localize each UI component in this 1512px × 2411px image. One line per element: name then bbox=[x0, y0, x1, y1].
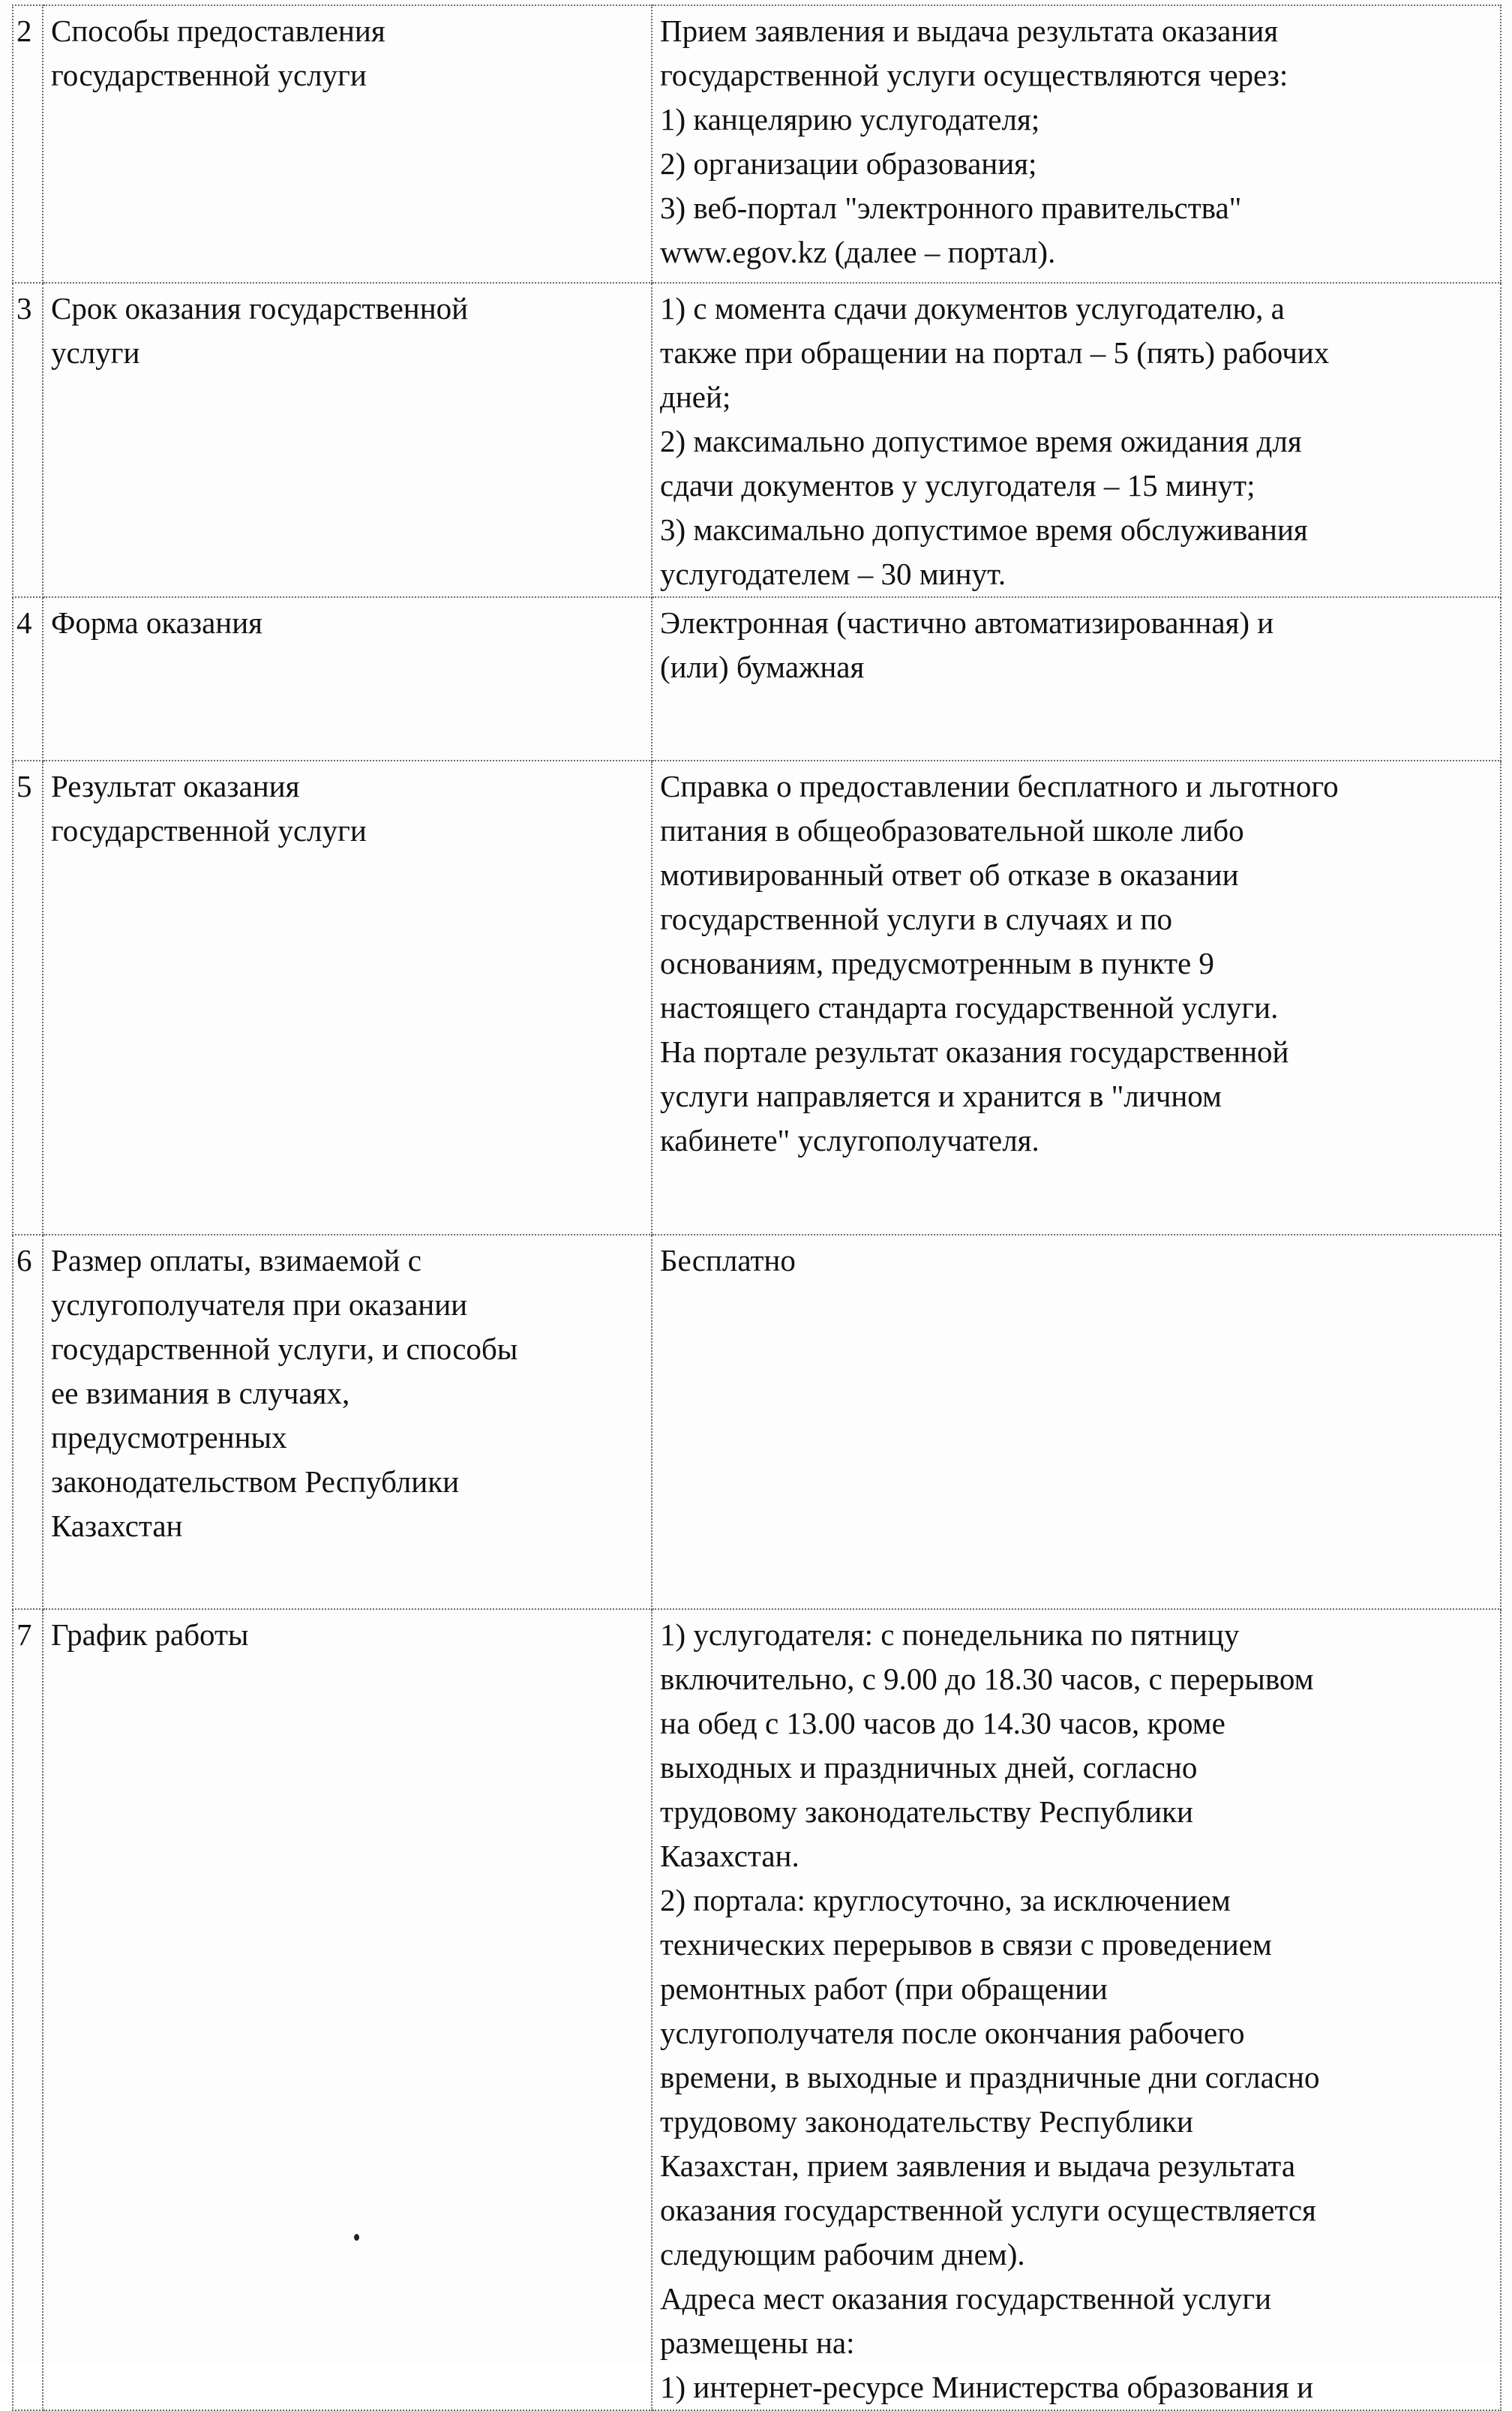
value-line: www.egov.kz (далее – портал). bbox=[660, 235, 1056, 269]
label-line: Форма оказания bbox=[51, 605, 263, 640]
value-line: сдачи документов у услугодателя – 15 минут; bbox=[660, 468, 1256, 503]
value-line: трудовому законодательству Республики bbox=[660, 1794, 1193, 1829]
row-value bbox=[652, 5, 1501, 283]
label-line: График работы bbox=[51, 1617, 249, 1652]
label-line: Казахстан bbox=[51, 1509, 183, 1543]
row-label bbox=[43, 5, 652, 283]
value-line: 3) веб-портал "электронного правительства" bbox=[660, 191, 1242, 225]
row-number: 2 bbox=[13, 5, 43, 283]
label-line: Размер оплаты, взимаемой с bbox=[51, 1243, 422, 1278]
row-number: 5 bbox=[13, 761, 43, 1235]
value-line: следующим рабочим днем). bbox=[660, 2237, 1025, 2271]
value-line: услуги направляется и хранится в "личном bbox=[660, 1079, 1222, 1113]
value-line: выходных и праздничных дней, согласно bbox=[660, 1750, 1198, 1785]
value-line: Электронная (частично автоматизированная) и bbox=[660, 605, 1274, 640]
label-line: услуги bbox=[51, 335, 140, 370]
row-label bbox=[43, 1609, 652, 2410]
value-line: Казахстан. bbox=[660, 1839, 800, 1873]
value-line: кабинете" услугополучателя. bbox=[660, 1123, 1040, 1157]
value-line: оказания государственной услуги осуществляется bbox=[660, 2193, 1316, 2227]
row-label bbox=[43, 761, 652, 1235]
value-line: государственной услуги в случаях и по bbox=[660, 902, 1172, 936]
label-line: государственной услуги bbox=[51, 58, 367, 92]
value-line: Адреса мест оказания государственной услуги bbox=[660, 2281, 1272, 2316]
row-value bbox=[652, 1609, 1501, 2410]
value-line: Бесплатно bbox=[660, 1243, 796, 1278]
row-number: 3 bbox=[13, 283, 43, 597]
label-line: государственной услуги bbox=[51, 813, 367, 848]
row-value bbox=[652, 597, 1501, 761]
value-line: 2) максимально допустимое время ожидания для bbox=[660, 424, 1302, 458]
value-line: времени, в выходные и праздничные дни согласно bbox=[660, 2060, 1320, 2094]
label-line: услугополучателя при оказании bbox=[51, 1287, 468, 1322]
row-value bbox=[652, 761, 1501, 1235]
row-number: 7 bbox=[13, 1609, 43, 2410]
label-line: государственной услуги, и способы bbox=[51, 1332, 518, 1366]
value-line: 1) интернет-ресурсе Министерства образования и bbox=[660, 2370, 1314, 2404]
row-value bbox=[652, 283, 1501, 597]
value-line: Справка о предоставлении бесплатного и льготного bbox=[660, 769, 1339, 803]
value-line: (или) бумажная bbox=[660, 650, 865, 684]
value-line: мотивированный ответ об отказе в оказании bbox=[660, 857, 1239, 892]
label-line: законодательством Республики bbox=[51, 1464, 460, 1499]
value-line: Прием заявления и выдача результата оказания bbox=[660, 14, 1279, 48]
label-line: Результат оказания bbox=[51, 769, 300, 803]
row-number: 4 bbox=[13, 597, 43, 761]
value-line: услугодателем – 30 минут. bbox=[660, 557, 1006, 591]
row-value bbox=[652, 1235, 1501, 1609]
value-line: 3) максимально допустимое время обслуживания bbox=[660, 512, 1308, 547]
label-line: предусмотренных bbox=[51, 1420, 287, 1455]
value-line: ремонтных работ (при обращении bbox=[660, 1971, 1108, 2006]
value-line: на обед с 13.00 часов до 14.30 часов, кроме bbox=[660, 1706, 1226, 1740]
value-line: 1) канцелярию услугодателя; bbox=[660, 102, 1040, 137]
value-line: На портале результат оказания государственной bbox=[660, 1034, 1289, 1069]
value-line: государственной услуги осуществляются через: bbox=[660, 58, 1288, 92]
value-line: основаниям, предусмотренным в пункте 9 bbox=[660, 946, 1214, 980]
value-line: настоящего стандарта государственной услуги. bbox=[660, 990, 1279, 1025]
scan-speck bbox=[354, 2234, 359, 2241]
value-line: услугополучателя после окончания рабочего bbox=[660, 2016, 1245, 2050]
row-label bbox=[43, 283, 652, 597]
service-standard-table bbox=[12, 5, 1502, 2411]
row-label bbox=[43, 1235, 652, 1609]
value-line: также при обращении на портал – 5 (пять) рабочих bbox=[660, 335, 1330, 370]
value-line: 1) услугодателя: с понедельника по пятницу bbox=[660, 1617, 1240, 1652]
row-number: 6 bbox=[13, 1235, 43, 1609]
value-line: трудовому законодательству Республики bbox=[660, 2104, 1193, 2139]
table-row bbox=[13, 1235, 1501, 1609]
table-row bbox=[13, 283, 1501, 597]
value-line: дней; bbox=[660, 380, 731, 414]
value-line: включительно, с 9.00 до 18.30 часов, с перерывом bbox=[660, 1662, 1314, 1696]
value-line: питания в общеобразовательной школе либо bbox=[660, 813, 1244, 848]
value-line: технических перерывов в связи с проведением bbox=[660, 1927, 1272, 1962]
value-line: 2) портала: круглосуточно, за исключением bbox=[660, 1883, 1231, 1917]
value-line: 2) организации образования; bbox=[660, 146, 1037, 181]
value-line: размещены на: bbox=[660, 2325, 855, 2360]
label-line: Срок оказания государственной bbox=[51, 291, 469, 326]
label-line: ее взимания в случаях, bbox=[51, 1376, 350, 1410]
table-row bbox=[13, 597, 1501, 761]
value-line: Казахстан, прием заявления и выдача результата bbox=[660, 2148, 1296, 2183]
value-line: 1) с момента сдачи документов услугодателю, а bbox=[660, 291, 1285, 326]
table-row bbox=[13, 1609, 1501, 2410]
table-row bbox=[13, 761, 1501, 1235]
table-row bbox=[13, 5, 1501, 283]
label-line: Способы предоставления bbox=[51, 14, 386, 48]
row-label bbox=[43, 597, 652, 761]
